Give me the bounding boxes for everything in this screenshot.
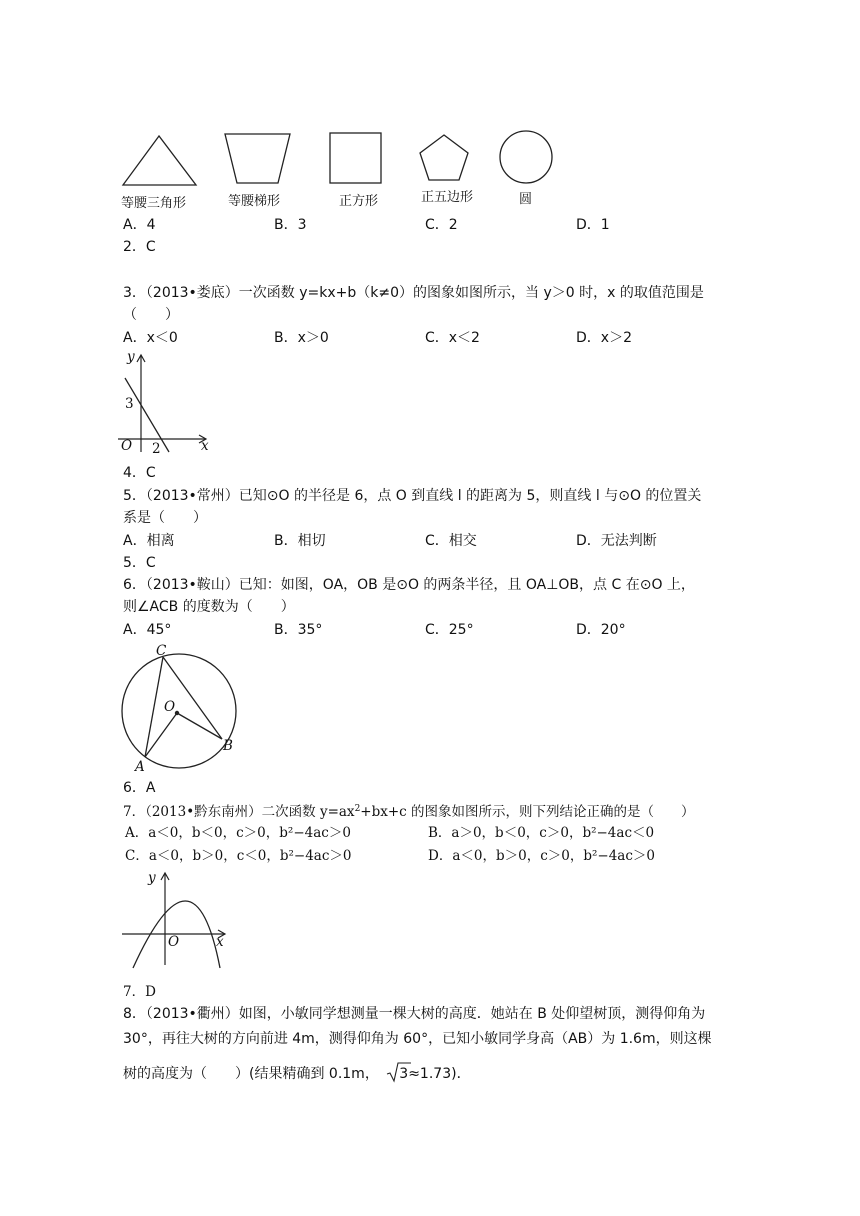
label-isosceles-triangle: 等腰三角形 (121, 196, 187, 211)
q5-option-b: B．相切 (274, 533, 326, 549)
q1-option-b: B．3 (274, 217, 307, 233)
q5-option-a: A．相离 (123, 533, 175, 549)
q8-stem-line1: 8．（2013•衢州）如图，小敏同学想测量一棵大树的高度．她站在 B 处仰望树顶，测得仰角为 (123, 1006, 706, 1022)
q6-option-d: D．20° (576, 622, 626, 638)
answer-5: 5．C (123, 555, 156, 571)
q5-option-c: C．相交 (425, 533, 477, 549)
q5-stem-line1: 5．（2013•常州）已知⊙O 的半径是 6，点 O 到直线 l 的距离为 5，则直线 l 与⊙O 的位置关 (123, 488, 702, 504)
q3-x-intercept-label: 2 (152, 441, 161, 457)
q8-line3-suffix: ≈1.73)． (408, 1066, 471, 1082)
q1-option-c: C．2 (425, 217, 458, 233)
q6-option-b: B．35° (274, 622, 323, 638)
q6-label-b: B (223, 738, 233, 754)
q3-y-intercept-label: 3 (125, 396, 134, 412)
q3-stem-line1: 3．（2013•娄底）一次函数 y=kx+b（k≠0）的图象如图所示，当 y＞0 时，x 的取值范围是 (123, 285, 704, 301)
q5-stem-line2: 系是（ ） (123, 510, 207, 526)
q7-origin-label: O (168, 934, 180, 950)
q8-stem-line2: 30°，再往大树的方向前进 4m，测得仰角为 60°，已知小敏同学身高（AB）为 1.6m，则这棵 (123, 1031, 712, 1047)
q5-option-d: D．无法判断 (576, 533, 657, 549)
q7-stem-sup: 2 (354, 804, 361, 814)
q8-stem-line3 (123, 1065, 471, 1083)
q1-option-a: A．4 (123, 217, 156, 233)
q7-y-label: y (148, 870, 156, 886)
q6-label-a: A (135, 759, 145, 775)
q3-x-label: x (201, 438, 209, 454)
sqrt-symbol (387, 1065, 408, 1083)
q3-origin-label: O (121, 438, 133, 454)
q6-label-c: C (156, 643, 167, 659)
q7-option-b: B．a＞0，b＜0，c＞0，b²−4ac＜0 (428, 825, 655, 841)
q7-option-a: A．a＜0，b＜0，c＞0，b²−4ac＞0 (125, 825, 351, 841)
q7-option-c: C．a＜0，b＞0，c＜0，b²−4ac＞0 (125, 848, 352, 864)
label-circle: 圆 (519, 192, 533, 207)
q3-option-d: D．x＞2 (576, 330, 632, 346)
sqrt-radicand: 3 (399, 1066, 409, 1082)
q3-option-a: A．x＜0 (123, 330, 178, 346)
q6-label-o: O (164, 699, 176, 715)
q8-line3-prefix: 树的高度为（ ）(结果精确到 0.1m， (123, 1066, 379, 1082)
label-square: 正方形 (339, 194, 379, 209)
q1-option-d: D．1 (576, 217, 610, 233)
q6-option-c: C．25° (425, 622, 474, 638)
label-regular-pentagon: 正五边形 (421, 190, 474, 205)
q6-stem-line2: 则∠ACB 的度数为（ ） (123, 599, 295, 615)
answer-4: 4．C (123, 465, 156, 481)
q7-x-label: x (216, 934, 224, 950)
answer-2: 2．C (123, 239, 156, 255)
label-isosceles-trapezoid: 等腰梯形 (228, 194, 281, 209)
answer-6: 6．A (123, 780, 156, 796)
q6-stem-line1: 6．（2013•鞍山）已知：如图，OA，OB 是⊙O 的两条半径，且 OA⊥OB，点 C 在⊙O 上， (123, 577, 695, 593)
q7-stem-suffix: +bx+c 的图象如图所示，则下列结论正确的是（ ） (360, 804, 695, 820)
q6-option-a: A．45° (123, 622, 172, 638)
q7-option-d: D．a＜0，b＞0，c＞0，b²−4ac＞0 (428, 848, 655, 864)
q3-option-c: C．x＜2 (425, 330, 480, 346)
q7-stem-prefix: 7．（2013•黔东南州）二次函数 y=ax (123, 804, 355, 820)
q3-option-b: B．x＞0 (274, 330, 329, 346)
answer-7: 7．D (123, 984, 156, 1000)
q3-y-label: y (127, 349, 135, 365)
radical-sign-icon (387, 1062, 411, 1084)
q3-stem-line2: （ ） (123, 307, 179, 323)
